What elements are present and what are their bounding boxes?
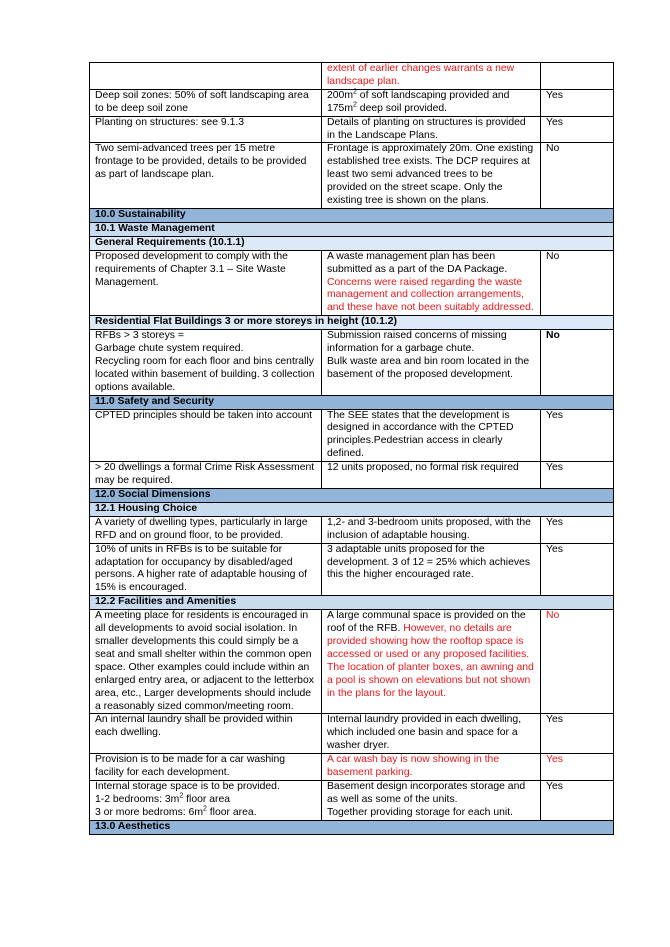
section-heading: 12.0 Social Dimensions bbox=[90, 489, 614, 503]
table-row bbox=[90, 330, 614, 396]
table-row bbox=[90, 754, 614, 781]
subsection-heading-row bbox=[90, 236, 614, 250]
text-run: Proposed development to comply with the requirements of Chapter 3.1 – Site Waste Management. bbox=[95, 250, 288, 288]
table-row bbox=[90, 516, 614, 543]
compliance-status: Yes bbox=[546, 543, 563, 555]
compliance-status: Yes bbox=[546, 89, 563, 101]
document-page bbox=[89, 62, 613, 835]
cell-paragraph bbox=[95, 462, 316, 488]
requirement-group-heading: General Requirements (10.1.1) bbox=[90, 236, 614, 250]
subsection-heading-row bbox=[90, 316, 614, 330]
text-run: A waste management plan has been submitted as a part of the DA Package. bbox=[327, 250, 508, 275]
superscript: 2 bbox=[353, 101, 357, 109]
requirement-cell bbox=[90, 714, 322, 754]
requirement-cell bbox=[90, 780, 322, 820]
subsection-heading: 12.1 Housing Choice bbox=[90, 502, 614, 516]
table-row bbox=[90, 116, 614, 143]
text-run: floor area bbox=[183, 793, 231, 805]
section-heading: 10.0 Sustainability bbox=[90, 208, 614, 222]
text-run: extent of earlier changes warrants a new landscape plan. bbox=[327, 63, 515, 87]
compliance-status: Yes bbox=[546, 714, 563, 726]
cell-paragraph bbox=[95, 610, 316, 713]
cell-paragraph bbox=[327, 544, 535, 583]
text-run: The SEE states that the development is designed in accordance with the CPTED principles.Pedestrian access in clearly defined. bbox=[327, 409, 514, 460]
text-run: 1,2- and 3-bedroom units proposed, with the inclusion of adaptable housing. bbox=[327, 516, 531, 541]
compliance-cell bbox=[541, 63, 614, 90]
compliance-status: Yes bbox=[546, 116, 563, 128]
requirement-cell bbox=[90, 116, 322, 143]
cell-paragraph bbox=[95, 90, 316, 116]
compliance-status: Yes bbox=[546, 516, 563, 528]
compliance-table-body bbox=[90, 63, 614, 835]
cell-paragraph bbox=[327, 781, 535, 807]
text-run: 1-2 bedrooms: 3m bbox=[95, 793, 180, 805]
compliance-cell bbox=[541, 462, 614, 489]
compliance-status: No bbox=[546, 250, 560, 262]
cell-paragraph bbox=[327, 117, 535, 143]
text-run: Submission raised concerns of missing information for a garbage chute. bbox=[327, 330, 507, 355]
text-run: 12 units proposed, no formal risk required bbox=[327, 462, 519, 474]
cell-paragraph bbox=[95, 117, 316, 130]
requirement-cell bbox=[90, 516, 322, 543]
table-row bbox=[90, 63, 614, 90]
text-run: Garbage chute system required. bbox=[95, 343, 244, 355]
cell-paragraph bbox=[95, 544, 316, 596]
cell-paragraph bbox=[95, 251, 316, 290]
compliance-cell bbox=[541, 543, 614, 596]
subsection-heading: 12.2 Facilities and Amenities bbox=[90, 596, 614, 610]
compliance-status: Yes bbox=[546, 462, 563, 474]
section-heading-row bbox=[90, 489, 614, 503]
cell-paragraph bbox=[327, 410, 535, 462]
text-run: deep soil provided. bbox=[356, 102, 448, 114]
subsection-heading: 10.1 Waste Management bbox=[90, 222, 614, 236]
compliance-cell bbox=[541, 610, 614, 714]
proposal-cell bbox=[322, 330, 541, 396]
requirement-cell bbox=[90, 143, 322, 209]
compliance-cell bbox=[541, 714, 614, 754]
compliance-cell bbox=[541, 409, 614, 462]
compliance-cell bbox=[541, 89, 614, 116]
section-heading-row bbox=[90, 395, 614, 409]
table-row bbox=[90, 780, 614, 820]
compliance-table bbox=[89, 62, 614, 835]
cell-paragraph bbox=[327, 251, 535, 316]
compliance-cell bbox=[541, 143, 614, 209]
cell-paragraph bbox=[327, 330, 535, 356]
cell-paragraph bbox=[95, 754, 316, 780]
cell-paragraph bbox=[327, 90, 535, 116]
requirement-cell bbox=[90, 330, 322, 396]
text-run: A large communal space is provided on the roof of the RFB. bbox=[327, 610, 526, 635]
section-heading-row bbox=[90, 820, 614, 834]
compliance-cell bbox=[541, 754, 614, 781]
compliance-status: Yes bbox=[546, 409, 563, 421]
cell-paragraph bbox=[327, 462, 535, 475]
cell-paragraph bbox=[95, 330, 316, 343]
proposal-cell bbox=[322, 250, 541, 316]
compliance-cell bbox=[541, 250, 614, 316]
proposal-cell bbox=[322, 516, 541, 543]
cell-paragraph bbox=[95, 410, 316, 423]
compliance-status: Yes bbox=[546, 780, 563, 792]
subsection-heading-row bbox=[90, 596, 614, 610]
cell-paragraph bbox=[95, 781, 316, 794]
cell-paragraph bbox=[327, 63, 535, 89]
requirement-cell bbox=[90, 409, 322, 462]
text-run: 3 or more bedroms: 6m bbox=[95, 806, 203, 818]
text-run: Planting on structures: see 9.1.3 bbox=[95, 116, 245, 128]
cell-paragraph bbox=[327, 143, 535, 208]
subsection-heading-row bbox=[90, 222, 614, 236]
compliance-status: No bbox=[546, 330, 560, 342]
table-row bbox=[90, 143, 614, 209]
cell-paragraph bbox=[327, 714, 535, 753]
cell-paragraph bbox=[327, 610, 535, 700]
requirement-cell bbox=[90, 63, 322, 90]
table-row bbox=[90, 89, 614, 116]
superscript: 2 bbox=[353, 88, 357, 96]
proposal-cell bbox=[322, 714, 541, 754]
text-run: A car wash bay is now showing in the basement parking. bbox=[327, 754, 500, 779]
requirement-cell bbox=[90, 250, 322, 316]
section-heading-row bbox=[90, 208, 614, 222]
table-row bbox=[90, 462, 614, 489]
requirement-cell bbox=[90, 462, 322, 489]
proposal-cell bbox=[322, 63, 541, 90]
cell-paragraph bbox=[95, 517, 316, 543]
cell-paragraph bbox=[95, 356, 316, 395]
compliance-status: No bbox=[546, 143, 560, 155]
text-run: CPTED principles should be taken into account bbox=[95, 409, 313, 421]
proposal-cell bbox=[322, 610, 541, 714]
requirement-cell bbox=[90, 89, 322, 116]
subsection-heading-row bbox=[90, 502, 614, 516]
text-run: Bulk waste area and bin room located in the basement of the proposed development. bbox=[327, 355, 530, 380]
compliance-cell bbox=[541, 116, 614, 143]
cell-paragraph bbox=[327, 356, 535, 382]
requirement-cell bbox=[90, 543, 322, 596]
requirement-cell bbox=[90, 754, 322, 781]
proposal-cell bbox=[322, 143, 541, 209]
section-heading: 13.0 Aesthetics bbox=[90, 820, 614, 834]
text-run: Details of planting on structures is provided in the Landscape Plans. bbox=[327, 116, 526, 141]
requirement-cell bbox=[90, 610, 322, 714]
table-row bbox=[90, 543, 614, 596]
cell-paragraph bbox=[327, 754, 535, 780]
text-run: Together providing storage for each unit. bbox=[327, 806, 513, 818]
text-run: Provision is to be made for a car washing facility for each development. bbox=[95, 754, 286, 779]
text-run: > 20 dwellings a formal Crime Risk Assessment may be required. bbox=[95, 462, 315, 487]
text-run: Basement design incorporates storage and as well as some of the units. bbox=[327, 780, 526, 805]
text-run: A meeting place for residents is encouraged in all developments to avoid social isolation. In smaller developments this could simply be a seat and small shelter within the common open space. Other examples could include within an enlarged entry area, or adjacent to the letterbox area, etc., Larger developments should include a reasonably sized common/meeting room. bbox=[95, 610, 314, 712]
cell-paragraph bbox=[95, 143, 316, 182]
text-run: 3 adaptable units proposed for the development. 3 of 12 = 25% which achieves this the higher encouraged rate. bbox=[327, 543, 531, 581]
cell-paragraph bbox=[327, 807, 535, 820]
cell-paragraph bbox=[327, 517, 535, 543]
proposal-cell bbox=[322, 409, 541, 462]
text-run: However, no details are provided showing how the rooftop space is accessed or used or any proposed facilities. The location of planter boxes, an awning and a pool is shown on elevations but not shown in the plans for the layout. bbox=[327, 623, 534, 699]
cell-paragraph bbox=[95, 807, 316, 820]
text-run: of soft landscaping provided and 175m bbox=[327, 89, 510, 114]
proposal-cell bbox=[322, 89, 541, 116]
superscript: 2 bbox=[179, 792, 184, 800]
table-row bbox=[90, 714, 614, 754]
text-run: Internal storage space is to be provided. bbox=[95, 780, 280, 792]
table-row bbox=[90, 409, 614, 462]
superscript: 2 bbox=[203, 805, 207, 813]
text-run: RFBs > 3 storeys = bbox=[95, 330, 184, 342]
compliance-status: Yes bbox=[546, 754, 563, 766]
text-run: A variety of dwelling types, particularly in large RFD and on ground floor, to be provided. bbox=[95, 516, 308, 541]
proposal-cell bbox=[322, 754, 541, 781]
text-run: Two semi-advanced trees per 15 metre frontage to be provided, details to be provided as part of landscape plan. bbox=[95, 143, 307, 181]
text-run: An internal laundry shall be provided within each dwelling. bbox=[95, 714, 293, 739]
text-run: Internal laundry provided in each dwelling, which included one basin and space for a washer dryer. bbox=[327, 714, 522, 752]
proposal-cell bbox=[322, 780, 541, 820]
cell-paragraph bbox=[95, 343, 316, 356]
table-row bbox=[90, 610, 614, 714]
proposal-cell bbox=[322, 462, 541, 489]
section-heading: 11.0 Safety and Security bbox=[90, 395, 614, 409]
proposal-cell bbox=[322, 116, 541, 143]
text-run: Deep soil zones: 50% of soft landscaping area to be deep soil zone bbox=[95, 89, 309, 114]
compliance-status: No bbox=[546, 610, 560, 622]
compliance-cell bbox=[541, 780, 614, 820]
text-run: 200m bbox=[327, 89, 353, 101]
table-row bbox=[90, 250, 614, 316]
compliance-cell bbox=[541, 516, 614, 543]
text-run: floor area. bbox=[206, 806, 257, 818]
text-run: 10% of units in RFBs is to be suitable for adaptation for occupancy by disabled/aged persons. A higher rate of adaptable housing of 15% is encouraged. bbox=[95, 543, 308, 594]
text-run: Concerns were raised regarding the waste management and collection arrangements, and these have not been suitably addressed. bbox=[327, 276, 534, 314]
compliance-cell bbox=[541, 330, 614, 396]
text-run: Frontage is approximately 20m. One existing established tree exists. The DCP requires at least two semi advanced trees to be provided on the street scape. Only the existing tree is shown on the plans. bbox=[327, 143, 534, 207]
proposal-cell bbox=[322, 543, 541, 596]
cell-paragraph bbox=[95, 714, 316, 740]
requirement-group-heading: Residential Flat Buildings 3 or more storeys in height (10.1.2) bbox=[90, 316, 614, 330]
text-run: Recycling room for each floor and bins centrally located within basement of building. 3 collection options available. bbox=[95, 355, 315, 393]
